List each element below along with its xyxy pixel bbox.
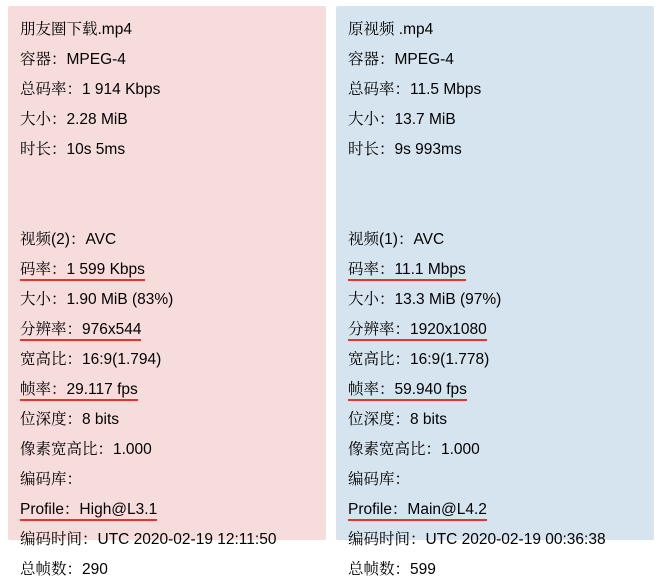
aspect-ratio-row: 宽高比：16:9(1.794) <box>20 351 162 369</box>
file-name-row: 原视频 .mp4 <box>348 21 434 39</box>
resolution-row: 分辨率：976x544 <box>20 321 142 339</box>
container-row: 容器：MPEG-4 <box>348 51 454 69</box>
profile-row: Profile：Main@L4.2 <box>348 501 487 519</box>
frame-count-row: 总帧数：290 <box>20 561 108 579</box>
media-info-panel-left <box>8 6 326 579</box>
file-name-row: 朋友圈下载.mp4 <box>20 21 132 39</box>
file-size-row: 大小：2.28 MiB <box>20 111 128 129</box>
frame-rate-row: 帧率：59.940 fps <box>348 381 467 399</box>
file-size-row: 大小：13.7 MiB <box>348 111 456 129</box>
total-bitrate-row: 总码率：11.5 Mbps <box>348 81 482 99</box>
video-bitrate-row: 码率：11.1 Mbps <box>348 261 466 279</box>
resolution-row: 分辨率：1920x1080 <box>348 321 487 339</box>
duration-row: 时长：9s 993ms <box>348 141 462 159</box>
frame-count-row: 总帧数：599 <box>348 561 436 579</box>
encoder-library-row: 编码库： <box>348 471 411 489</box>
spacer-row <box>348 196 642 226</box>
frame-rate-row: 帧率：29.117 fps <box>20 381 138 399</box>
encoder-library-row: 编码库： <box>20 471 83 489</box>
spacer-row <box>348 166 642 196</box>
video-size-row: 大小：1.90 MiB (83%) <box>20 291 174 309</box>
total-bitrate-row: 总码率：1 914 Kbps <box>20 81 161 99</box>
video-size-row: 大小：13.3 MiB (97%) <box>348 291 502 309</box>
video-bitrate-row: 码率：1 599 Kbps <box>20 261 145 279</box>
video-track-row: 视频(1)：AVC <box>348 231 445 249</box>
encoded-date-row: 编码时间：UTC 2020-02-19 12:11:50 <box>20 531 277 549</box>
pixel-aspect-ratio-row: 像素宽高比：1.000 <box>20 441 152 459</box>
encoded-date-row: 编码时间：UTC 2020-02-19 00:36:38 <box>348 531 606 549</box>
bit-depth-row: 位深度：8 bits <box>20 411 120 429</box>
profile-row: Profile：High@L3.1 <box>20 501 158 519</box>
video-track-row: 视频(2)：AVC <box>20 231 117 249</box>
container-row: 容器：MPEG-4 <box>20 51 126 69</box>
pixel-aspect-ratio-row: 像素宽高比：1.000 <box>348 441 480 459</box>
aspect-ratio-row: 宽高比：16:9(1.778) <box>348 351 490 369</box>
duration-row: 时长：10s 5ms <box>20 141 126 159</box>
media-info-panel-right <box>336 6 654 579</box>
spacer-row <box>20 196 314 226</box>
bit-depth-row: 位深度：8 bits <box>348 411 448 429</box>
spacer-row <box>20 166 314 196</box>
